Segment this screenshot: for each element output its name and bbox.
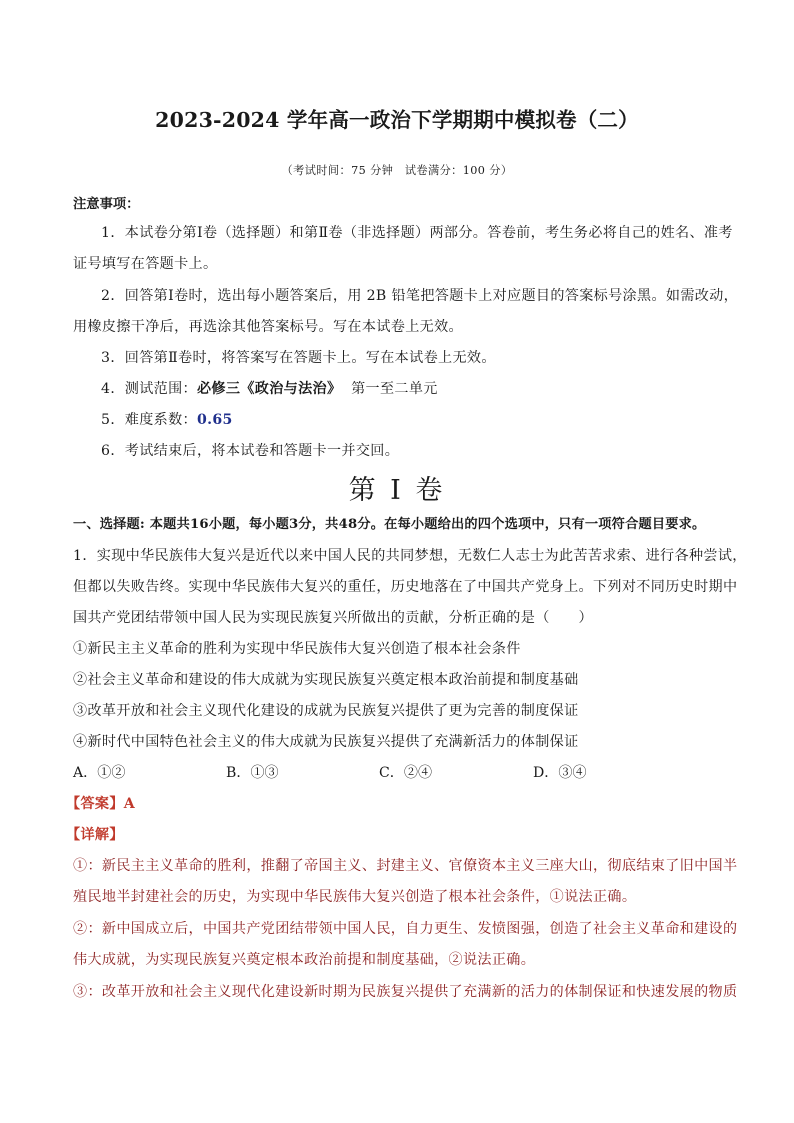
q1-option-d: D．③④: [533, 765, 587, 781]
question-heading-part2: 本题共16小题，每小题3分，共48分。在每小题给出的四个选项中，只有一项符合题目要求。: [149, 517, 706, 532]
notice-6: 6．考试结束后，将本试卷和答题卡一并交回。: [101, 443, 400, 459]
notice-4-prefix: 4．测试范围：: [101, 381, 197, 397]
q1-statement-4: ④新时代中国特色社会主义的伟大成就为民族复兴提供了充满新活力的体制保证: [73, 734, 579, 750]
detail-2-line-2: 伟大成就，为实现民族复兴奠定根本政治前提和制度基础，②说法正确。: [73, 952, 536, 968]
detail-1-line-1: ①：新民主主义革命的胜利，推翻了帝国主义、封建主义、官僚资本主义三座大山，彻底结束了旧中国半: [73, 858, 738, 874]
notice-1-line-2: 证号填写在答题卡上。: [73, 256, 218, 272]
notice-2-line-1: 2．回答第Ⅰ卷时，选出每小题答案后，用 2B 铅笔把答题卡上对应题目的答案标号涂黑。如需改动，: [101, 288, 739, 304]
q1-stem-line-2: 但都以失败告终。实现中华民族伟大复兴的重任，历史地落在了中国共产党身上。下列对不同历史时期中: [73, 579, 738, 595]
q1-stem-line-3: 国共产党团结带领中国人民为实现民族复兴所做出的贡献，分析正确的是（ ）: [73, 610, 593, 626]
page-title: 2023-2024 学年高一政治下学期期中模拟卷（二）: [155, 108, 639, 132]
answer-value: A: [123, 796, 136, 812]
q1-option-c: C．②④: [379, 765, 433, 781]
q1-option-a: A．①②: [73, 765, 126, 781]
notice-5-prefix: 5．难度系数：: [101, 412, 197, 428]
detail-label: 【详解】: [66, 827, 124, 843]
section-title: 第 I 卷: [348, 475, 446, 506]
notice-3: 3．回答第Ⅱ卷时，将答案写在答题卡上。写在本试卷上无效。: [101, 350, 496, 366]
question-heading: [73, 513, 705, 532]
difficulty-value: 0.65: [196, 412, 233, 428]
notice-2-line-2: 用橡皮擦干净后，再选涂其他答案标号。写在本试卷上无效。: [73, 319, 463, 335]
q1-statement-2: ②社会主义革命和建设的伟大成就为实现民族复兴奠定根本政治前提和制度基础: [73, 672, 579, 688]
notice-4-textbook: 必修三《政治与法治》: [196, 381, 342, 397]
notice-5: [101, 409, 233, 429]
exam-time-info: （考试时间：75 分钟 试卷满分：100 分）: [281, 164, 513, 177]
q1-option-b: B．①③: [226, 765, 279, 781]
notice-1-line-1: 1．本试卷分第Ⅰ卷（选择题）和第Ⅱ卷（非选择题）两部分。答卷前，考生务必将自己的姓名、准考: [101, 225, 733, 241]
q1-statement-3: ③改革开放和社会主义现代化建设的成就为民族复兴提供了更为完善的制度保证: [73, 703, 579, 719]
q1-answer: [66, 793, 135, 813]
detail-1-line-2: 殖民地半封建社会的历史，为实现中华民族伟大复兴创造了根本社会条件，①说法正确。: [73, 889, 637, 905]
notice-heading: 注意事项：: [73, 197, 140, 212]
q1-stem-line-1: 1．实现中华民族伟大复兴是近代以来中国人民的共同梦想，无数仁人志士为此苦苦求索、进行各种尝试，: [73, 548, 747, 564]
notice-4: [101, 378, 438, 398]
answer-label: 【答案】: [66, 796, 124, 812]
question-heading-part1: 一、选择题:: [73, 517, 150, 532]
detail-3-line-1: ③：改革开放和社会主义现代化建设新时期为民族复兴提供了充满新的活力的体制保证和快速发展的物质: [73, 984, 738, 1000]
notice-4-suffix: 第一至二单元: [351, 381, 438, 397]
q1-statement-1: ①新民主主义革命的胜利为实现中华民族伟大复兴创造了根本社会条件: [73, 641, 521, 657]
detail-2-line-1: ②：新中国成立后，中国共产党团结带领中国人民，自力更生、发愤图强，创造了社会主义革命和建设的: [73, 921, 738, 937]
